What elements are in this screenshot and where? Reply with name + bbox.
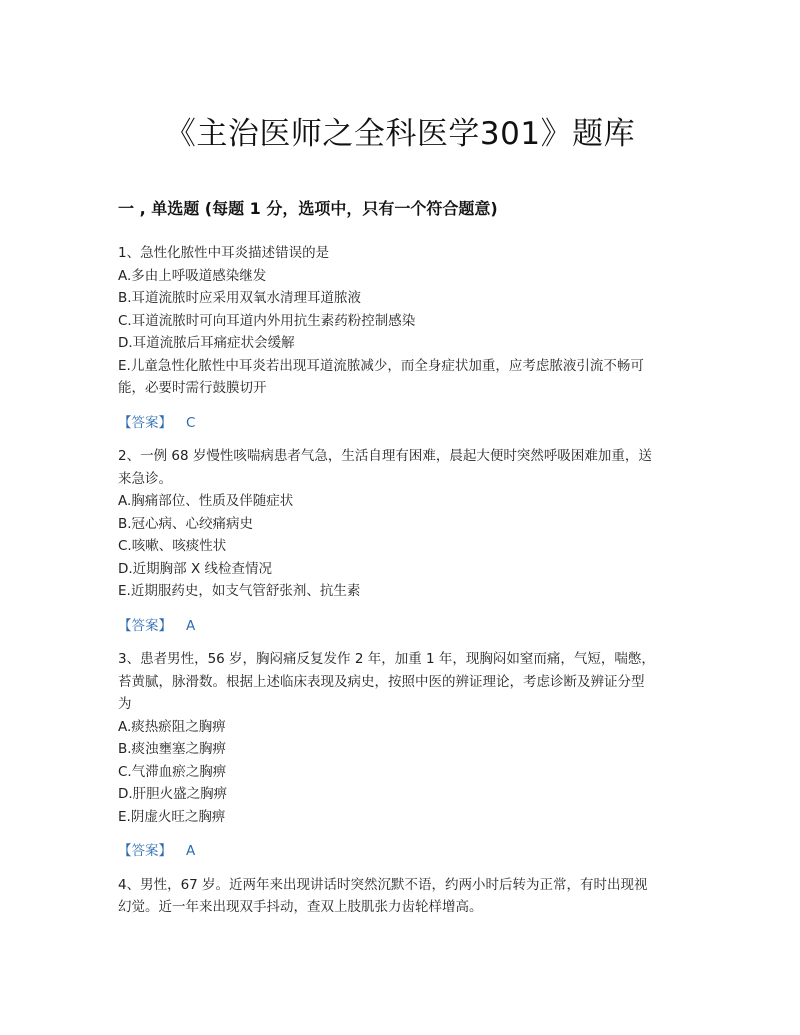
page-title: 《主治医师之全科医学301》题库 xyxy=(164,116,636,152)
answer-row xyxy=(118,615,684,638)
answer-value: A xyxy=(186,617,196,634)
question-block xyxy=(118,874,684,919)
answer-row xyxy=(118,412,684,435)
answer-label: 【答案】 xyxy=(118,843,172,859)
question-line: B.痰浊壅塞之胸痹 xyxy=(118,741,227,757)
question-list xyxy=(118,242,684,919)
question-line: 苔黄腻，脉滑数。根据上述临床表现及病史，按照中医的辨证理论，考虑诊断及辨证分型 xyxy=(118,673,645,690)
question-line: D.肝胆火盛之胸痹 xyxy=(118,786,228,802)
question-line: A.多由上呼吸道感染继发 xyxy=(118,267,267,284)
question-line: A.胸痛部位、性质及伴随症状 xyxy=(118,493,294,509)
question-stem: 4、男性，67 岁。近两年来出现讲话时突然沉默不语，约两小时后转为正常，有时出现视 xyxy=(118,876,648,893)
question-line: D.耳道流脓后耳痛症状会缓解 xyxy=(118,335,295,351)
question-block xyxy=(118,242,684,434)
question-line: E.阴虚火旺之胸痹 xyxy=(118,808,226,825)
question-block xyxy=(118,648,684,863)
question-stem: 2、一例 68 岁慢性咳喘病患者气急，生活自理有困难，晨起大便时突然呼吸困难加重，送 xyxy=(118,448,652,464)
question-line: B.耳道流脓时应采用双氧水清理耳道脓液 xyxy=(118,290,362,306)
question-line: D.近期胸部 X 线检查情况 xyxy=(118,560,273,577)
question-line: 来急诊。 xyxy=(118,470,172,487)
question-block xyxy=(118,445,684,637)
answer-label: 【答案】 xyxy=(118,414,172,431)
question-line: E.儿童急性化脓性中耳炎若出现耳道流脓减少，而全身症状加重，应考虑脓液引流不畅可 xyxy=(118,357,644,374)
answer-row xyxy=(118,840,684,863)
question-line: C.耳道流脓时可向耳道内外用抗生素药粉控制感染 xyxy=(118,312,416,329)
question-line: C.咳嗽、咳痰性状 xyxy=(118,538,227,554)
question-line: E.近期服药史，如支气管舒张剂、抗生素 xyxy=(118,583,361,599)
question-line: B.冠心病、心绞痛病史 xyxy=(118,515,254,532)
answer-value: C xyxy=(186,414,196,431)
question-line: A.痰热瘀阻之胸痹 xyxy=(118,718,226,735)
section-heading: 一 , 单选题 (每题 1 分，选项中，只有一个符合题意) xyxy=(118,199,498,218)
question-stem: 3、患者男性，56 岁，胸闷痛反复发作 2 年，加重 1 年，现胸闷如窒而痛，气短，喘憋， xyxy=(118,651,655,667)
question-stem: 1、急性化脓性中耳炎描述错误的是 xyxy=(118,245,330,261)
question-line: 幻觉。近一年来出现双手抖动，查双上肢肌张力齿轮样增高。 xyxy=(118,899,483,915)
question-line: 为 xyxy=(118,696,132,712)
question-line: 能，必要时需行鼓膜切开 xyxy=(118,380,267,396)
question-line: C.气滞血瘀之胸痹 xyxy=(118,763,227,780)
answer-value: A xyxy=(186,843,196,859)
answer-label: 【答案】 xyxy=(118,617,172,634)
